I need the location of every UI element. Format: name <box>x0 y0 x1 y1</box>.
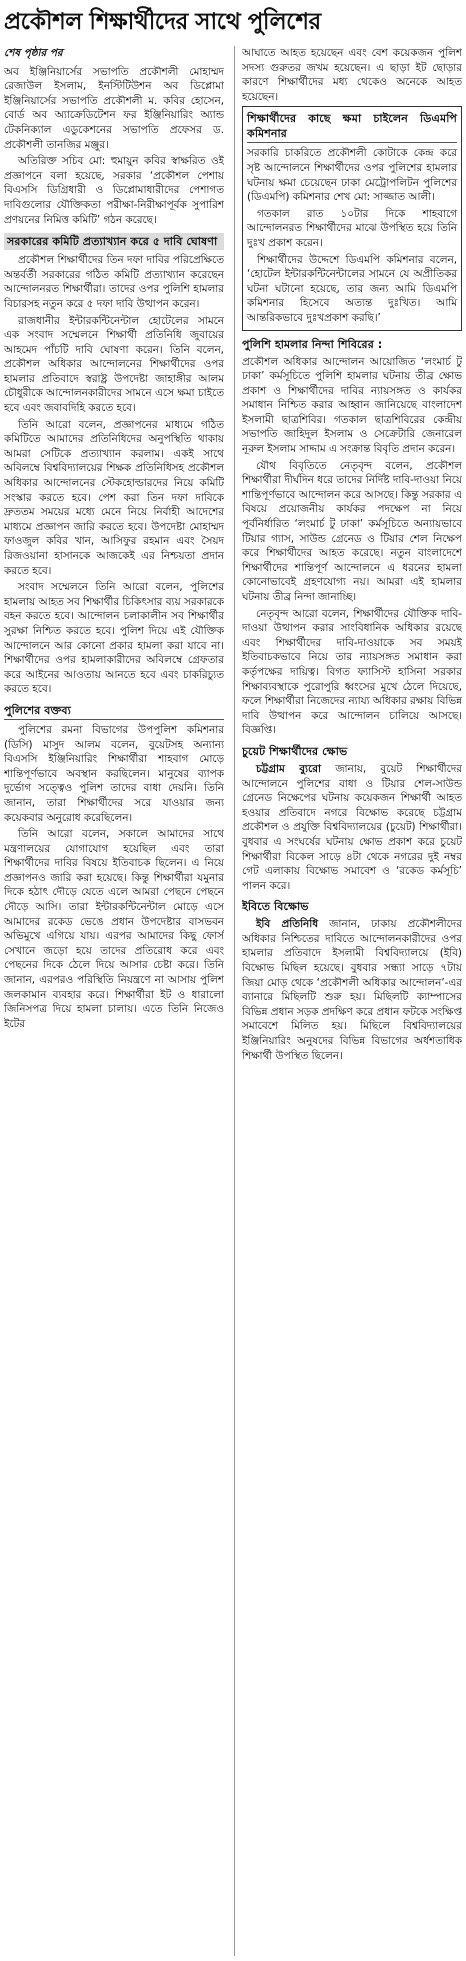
box-title: শিক্ষার্থীদের কাছে ক্ষমা চাইলেন ডিএমপি কমিশনার <box>247 111 457 143</box>
paragraph: পুলিশের রমনা বিভাগের উপপুলিশ কমিশনার (ডিসি) মাসুদ আলম বলেন, বুয়েটসহ অন্যান্য বিএসসি ইঞ্জিনিয়ারিং শিক্ষার্থীরা শাহবাগ মোড়ে শান্তিপূর্ণভাবে অবস্থান করছিলেন। মানুষের ব্যাপক দুর্ভোগ সত্ত্বেও পুলিশ তাদের বাধা দেয়নি। তিনি জানান, তারা শিক্ষার্থীদের সরে যাওয়ার জন্য কয়েকবার অনুরোধ করেছিলেন। <box>4 723 224 824</box>
paragraph: রাজধানীর ইন্টারকন্টিনেন্টাল হোটেলের সামনে এক সংবাদ সম্মেলনে শিক্ষার্থী প্রতিনিধি জুবায়ের আহমেদ পাঁচটি দাবি ঘোষণা করেন। তিনি বলেন, প্রকৌশল অধিকার আন্দোলনের শিক্ষার্থীদের ওপর হামলার প্রতিবাদে স্বরাষ্ট্র উপদেষ্টা জাহাঙ্গীর আলম চৌধুরীকে আন্দোলনকারীদের সামনে এসে ক্ষমা চাইতে হবে এবং জবাবদিহি করতে হবে। <box>4 314 224 415</box>
paragraph: অব ইঞ্জিনিয়ার্সের সভাপতি প্রকৌশলী মোহাম্মদ রেজাউল ইসলাম, ইনস্টিটিউশন অব ডিপ্লোমা ইঞ্জিনিয়ার্সের সভাপতি প্রকৌশলী ম. কবির হোসেন, বোর্ড অব অ্যাক্রেডিটেশন ফর ইঞ্জিনিয়ারিং অ্যান্ড টেকনিক্যাল এডুকেশনের সভাপতি প্রফেসর ড. প্রকৌশলী তানজির মঞ্জুর। <box>4 65 224 151</box>
subheading-shibir-condemns: পুলিশি হামলার নিন্দা শিবিরের : <box>242 337 383 351</box>
paragraph: তিনি আরো বলেন, সকালে আমাদের সাথে মন্ত্রণালয়ের যোগাযোগ হয়েছিল এবং তারা শিক্ষার্থীদের দাবির বিষয়ে ইতিবাচক ছিলেন। এ নিয়ে প্রজ্ঞাপনও জারি করা হয়েছে। কিন্তু শিক্ষার্থীরা যমুনার দিকে হঠাৎ দৌড়ে যেতে এলে আমরা পেছনে পেছনে দৌড়ে আসি। তারা ইন্টারকন্টিনেন্টাল মোড়ে এসে আমাদের রকেড ভেঙে প্রধান উপদেষ্টার বাসভবন অভিমুখে এগিয়ে যায়। এরপর আমাদের কিছু ফোর্স সেখানে জড়ো হয়ে তাদের প্রতিরোধ করে এবং পেছনের দিকে ঠেলে দিয়ে আসার চেষ্টা করে। তিনি জানান, এরপরও পরিস্থিতি নিয়ন্ত্রণে না আসায় পুলিশ জলকামান ব্যবহার করে। শিক্ষার্থীরা ইট ও ধারালো জিনিসপত্র দিয়ে হামলা চালায়। এতে তিনি নিজেও ইটের <box>4 828 224 1030</box>
paragraph: প্রকৌশল শিক্ষার্থীদের তিন দফা দাবির পরিপ্রেক্ষিতে অন্তর্বর্তী সরকারের গঠিত কমিটি প্রত্যাখ্যান করেছেন আন্দোলনরত শিক্ষার্থীরা। তাদের ওপর পুলিশি হামলার বিচারসহ নতুন করে ৫ দফা দাবি উত্থাপন করেন। <box>4 254 224 310</box>
paragraph: শিক্ষার্থীদের উদ্দেশে ডিএমপি কমিশনার বলেন, ‘হোটেল ইন্টারকন্টিনেন্টালের সামনে যে অপ্রীতিকর ঘটনা ঘটানো হয়েছে, তার জন্য আমি ডিএমপি কমিশনার হিসেবে অত্যন্ত দুঃখিত। আমি আন্তরিকভাবে দুঃখপ্রকাশ করছি।’ <box>247 253 457 324</box>
column-divider <box>234 46 235 1956</box>
right-column <box>242 46 462 1958</box>
paragraph: গতকাল রাত ১০টার দিকে শাহবাগে আন্দোলনরত শিক্ষার্থীদের মাঝে উপস্থিত হয়ে তিনি দুঃখ প্রকাশ করেন। <box>247 207 457 249</box>
paragraph-text: জানায়, বুয়েট শিক্ষার্থীদের আন্দোলনে পুলিশের বাধা ও টিয়ার শেল-সাউন্ড গ্রেনেড নিক্ষেপের ঘটনায় কয়েকজন শিক্ষার্থী আহত হওয়ার প্রতিবাদে নগরে বিক্ষোভ করেছে চট্টগ্রাম প্রকৌশল ও প্রযুক্তি বিশ্ববিদ্যালয়ের (চুয়েট) শিক্ষার্থীরা। বুধবার এ সংঘর্ষের ঘটনায় ক্ষোভ প্রকাশ করে চুয়েট শিক্ষার্থীরা বিকেল সাড়ে ৪টা থেকে নগরের দুই নম্বর গেট এলাকায় বিক্ষোভ সমাবেশ ও ‘রকেড কর্মসূচি’ পালন করে। <box>242 762 462 892</box>
paragraph <box>242 762 462 893</box>
dateline-chattogram: চট্টগ্রাম ব্যুরো <box>256 762 321 775</box>
left-column <box>4 46 224 1958</box>
subheading-cuet-protest: চুয়েট শিক্ষার্থীদের ক্ষোভ <box>242 744 348 758</box>
paragraph-text: জানান, ঢাকায় প্রকৌশলীদের অধিকার নিশ্চিতের দাবিতে আন্দোলনকারীদের ওপর হামলার প্রতিবাদে ইসলামী বিশ্ববিদ্যালয়ে (ইবি) বিক্ষোভ মিছিল হয়েছে। বুধবার সন্ধ্যা সাড়ে ৭টায় জিয়া মোড় থেকে ‘প্রকৌশলী অধিকার আন্দোলন’-এর ব্যানারে মিছিলটি শুরু হয়। মিছিলটি ক্যাম্পাসের বিভিন্ন প্রধান সড়ক প্রদক্ষিণ করে প্রধান ফটকে সংক্ষিপ্ত সমাবেশে মিলিত হয়। মিছিলে বিশ্ববিদ্যালয়ের ইঞ্জিনিয়ারিং অনুষদের বিভিন্ন বিভাগের অর্ধশতাধিক শিক্ষার্থী উপস্থিত ছিলেন। <box>242 918 462 1062</box>
paragraph: সংবাদ সম্মেলনে তিনি আরো বলেন, পুলিশের হামলায় আহত সব শিক্ষার্থীর চিকিৎসার ব্যয় সরকারকে বহন করতে হবে। আন্দোলন চলাকালীন সব শিক্ষার্থীর সুরক্ষা নিশ্চিত করতে হবে। পুলিশ দিয়ে এই যৌক্তিক আন্দোলনে আর কোনো প্রকার হামলা করা যাবে না। শিক্ষার্থীদের ওপর হামলাকারীদের অবিলম্বে গ্রেফতার করে আইনের আওতায় আনতে হবে এবং চাকরিচ্যুত করতে হবে। <box>4 581 224 696</box>
paragraph: যৌথ বিবৃতিতে নেতৃবৃন্দ বলেন, প্রকৌশল শিক্ষার্থীরা দীর্ঘদিন ধরে তাদের নির্দিষ্ট দাবি-দাওয়া নিয়ে শান্তিপূর্ণভাবে আন্দোলন করে আসছে। কিন্তু সরকার এ বিষয়ে প্রয়োজনীয় কার্যকর পদক্ষেপ না নিয়ে পূর্বনির্ধারিত ‘লংমার্চ টু ঢাকা’ কর্মসূচিতে অন্যায়ভাবে টিয়ার গ্যাস, সাউন্ড গ্রেনেড ও টিয়ার শেল নিক্ষেপ করে শিক্ষার্থীদের আহত করেছে। নতুন বাংলাদেশে শিক্ষার্থীদের শান্তিপূর্ণ আন্দোলনে এ ধরনের হামলা কোনোভাবেই গ্রহণযোগ্য নয়। আমরা এই হামলার ঘটনায় তীব্র নিন্দা জানাচ্ছি। <box>242 459 462 603</box>
subheading-police-statement: পুলিশের বক্তব্য <box>4 703 224 720</box>
subheading-ib-protest: ইবিতে বিক্ষোভ <box>242 900 309 914</box>
paragraph: আঘাতে আহত হয়েছেন এবং বেশ কয়েকজন পুলিশ সদস্য গুরুতর জখম হয়েছেন। এ ছাড়া ইট ছোড়ার কারণে শিক্ষার্থীদের মধ্য থেকেও অনেকে আহত হয়েছেন। <box>242 47 462 103</box>
paragraph: সরকারি চাকরিতে প্রকৌশলী কোটাকে কেন্দ্র করে সৃষ্ট আন্দোলনে শিক্ষার্থীদের ওপর পুলিশের হামলার ঘটনায় ক্ষমা চেয়েছেন ঢাকা মেট্রোপলিটন পুলিশের (ডিএমপি) কমিশনার শেখ মো: সাজ্জাত আলী। <box>247 147 457 204</box>
sidebar-box-dmp-apology <box>242 106 462 330</box>
paragraph: তিনি আরো বলেন, প্রজ্ঞাপনের মাধ্যমে গঠিত কমিটিতে আমাদের প্রতিনিধিদের অনুপস্থিতি থাকায় আমরা সেটিকে প্রত্যাখ্যান করলাম। একই সাথে অবিলম্বে বিশ্ববিদ্যালয়ের শিক্ষক প্রতিনিধিসহ প্রকৌশল অধিকার আন্দোলনের স্টেকহোল্ডারদের নিয়ে কমিটি সংস্কার করতে হবে। পেশ করা তিন দফা দাবিকে দ্রুততম সময়ের মধ্যে মেনে নিয়ে নির্বাহী আদেশের মাধ্যমে প্রজ্ঞাপন জারি করতে হবে। উপদেষ্টা মোহাম্মদ ফাওজুল কবির খান, আসিফুর রহমান এবং সৈয়দ রিজওয়ানা হাসানকে আজকেই এর নিশ্চয়তা প্রদান করতে হবে। <box>4 418 224 577</box>
paragraph: নেতৃবৃন্দ আরো বলেন, শিক্ষার্থীদের যৌক্তিক দাবি-দাওয়া উত্থাপন করার সাংবিধানিক অধিকার রয়েছে এবং শিক্ষার্থীদের দাবি-দাওয়াকে সব সময়ই ইতিবাচকভাবে নিয়ে তার ন্যায়সঙ্গত সমাধান করা কর্তৃপক্ষের দায়িত্ব। বিগত ফ্যাসিস্ট হাসিনা সরকার শিক্ষাব্যবস্থাকে পুরোপুরি ধ্বংসের মুখে ঠেলে দিয়েছে, ফলে শিক্ষার্থীরা নিজেদের ন্যায্য অধিকার রক্ষায় বিভিন্ন দাবি উত্থাপন করে আন্দোলন চালিয়ে আসছে। বিজ্ঞপ্তি। <box>242 607 462 737</box>
dateline-ib: ইবি প্রতিনিধি <box>256 918 319 931</box>
paragraph: অতিরিক্ত সচিব মো: হুমায়ুন কবির স্বাক্ষরিত ওই প্রজ্ঞাপনে বলা হয়েছে, সরকার ‘প্রকৌশল পেশায় বিএসসি ডিগ্রিধারী ও ডিপ্লোমাধারীদের পেশাগত দাবিগুলোর যৌক্তিকতা পরীক্ষা-নিরীক্ষাপূর্বক সুপারিশ প্রণয়নের নিমিত্ত কমিটি’ গঠন করেছে। <box>4 155 224 226</box>
paragraph: প্রকৌশল অধিকার আন্দোলন আয়োজিত ‘লংমার্চ টু ঢাকা’ কর্মসূচিতে পুলিশি হামলার ঘটনায় তীব্র ক্ষোভ প্রকাশ ও শিক্ষার্থীদের দাবির ন্যায়সঙ্গত ও কার্যকর সমাধান নিশ্চিত করার আহ্বান জানিয়েছে বাংলাদেশ ইসলামী ছাত্রশিবির। গতকাল ছাত্রশিবিরের কেন্দ্রীয় সভাপতি জাহিদুল ইসলাম ও সেক্রেটারি জেনারেল নূরুল ইসলাম সাদ্দাম এ সংক্রান্ত বিবৃতি প্রদান করেন। <box>242 355 462 456</box>
subheading-committee-rejected: সরকারের কমিটি প্রত্যাখ্যান করে ৫ দাবি ঘোষণা <box>4 233 224 250</box>
paragraph <box>242 917 462 1063</box>
headline: প্রকৌশল শিক্ষার্থীদের সাথে পুলিশের <box>4 9 321 35</box>
continued-label: শেষ পৃষ্ঠার পর <box>4 47 63 59</box>
